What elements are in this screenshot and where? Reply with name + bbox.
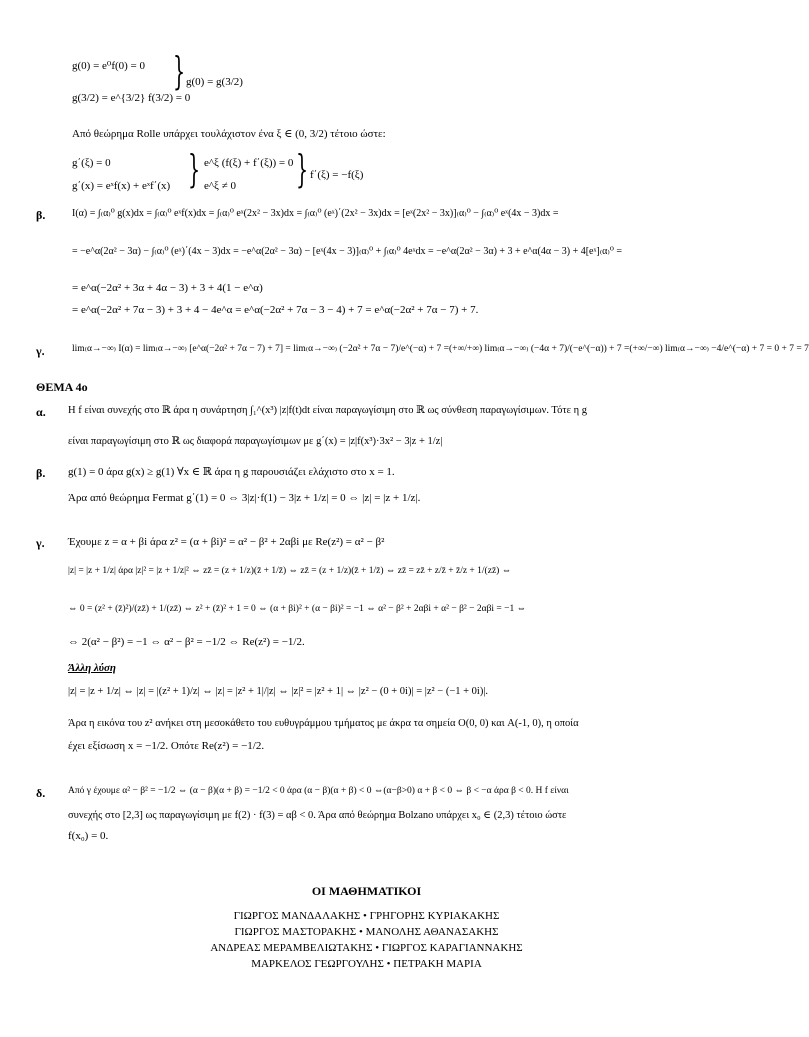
alt-solution-title: Άλλη λύση xyxy=(68,662,116,674)
brace-2: } xyxy=(188,147,201,191)
integral-line-1: I(α) = ∫₍α₎⁰ g(x)dx = ∫₍α₎⁰ eˣf(x)dx = ∫₍α₎⁰ eˣ(2x² − 3x)dx = ∫₍α₎⁰ (eˣ)΄(2x² − 3x)dx = [eˣ(2x² − 3x)]₍α₎⁰ − ∫₍α₎⁰ eˣ(4x − 3)dx = xyxy=(72,208,559,219)
integral-line-4: = e^α(−2α² + 7α − 3) + 3 + 4 − 4e^α = e^α(−2α² + 7α − 3 − 4) + 7 = e^α(−2α² + 7α − 7) + 7. xyxy=(72,304,479,316)
eq-exi-product: e^ξ (f(ξ) + f΄(ξ)) = 0 xyxy=(204,157,294,169)
eq-g-equal: g(0) = g(3/2) xyxy=(186,76,243,88)
label-4d: δ. xyxy=(36,786,46,800)
label-c: γ. xyxy=(36,344,45,358)
t4d-line-1: Από γ έχουμε α² − β² = −1/2 ⇔ (α − β)(α + β) = −1/2 < 0 άρα (α − β)(α + β) < 0 ⇔(α−β>0) α + β < 0 ⇔ β < −α άρα β < 0. Η f είναι xyxy=(68,786,569,796)
t4c-line-3: ⇔ 0 = (z² + (z̄)²)/(zz̄) + 1/(zz̄) ⇔ z² + (z̄)² + 1 = 0 ⇔ (α + βi)² + (α − βi)² = −1 ⇔ α² − β² + 2αβi + α² − β² − 2αβi = −1 ⇔ xyxy=(68,604,527,614)
t4c-line-1: Έχουμε z = α + βi άρα z² = (α + βi)² = α² − β² + 2αβi με Re(z²) = α² − β² xyxy=(68,536,385,548)
integral-line-3: = e^α(−2α² + 3α + 4α − 3) + 3 + 4(1 − e^α) xyxy=(72,282,263,294)
credits-line-1: ΓΙΩΡΓΟΣ ΜΑΝΔΑΛΑΚΗΣ • ΓΡΗΓΟΡΗΣ ΚΥΡΙΑΚΑΚΗΣ xyxy=(233,910,500,922)
t4a-line-1: Η f είναι συνεχής στο ℝ άρα η συνάρτηση ∫₁^(x³) |z|f(t)dt είναι παραγωγίσιμη στο ℝ ως σύνθεση παραγωγίσιμων. Τότε η g xyxy=(68,405,587,416)
eq-g0: g(0) = e⁰f(0) = 0 xyxy=(72,60,146,72)
label-4b: β. xyxy=(36,466,46,480)
credits-title: ΟΙ ΜΑΘΗΜΑΤΙΚΟΙ xyxy=(311,884,422,898)
label-b: β. xyxy=(36,208,46,222)
integral-line-2: = −e^α(2α² − 3α) − ∫₍α₎⁰ (eˣ)΄(4x − 3)dx = −e^α(2α² − 3α) − [eˣ(4x − 3)]₍α₎⁰ + ∫₍α₎⁰ 4eˣdx = −e^α(2α² − 3α) + 3 + e^α(4α − 3) + 4[eˣ]₍α₎⁰ = xyxy=(72,246,623,257)
t4b-line-1: g(1) = 0 άρα g(x) ≥ g(1) ∀x ∈ ℝ άρα η g παρουσιάζει ελάχιστο στο x = 1. xyxy=(68,466,395,478)
t4c-line-4: ⇔ 2(α² − β²) = −1 ⇔ α² − β² = −1/2 ⇔ Re(z²) = −1/2. xyxy=(68,636,305,648)
t4b-line-2: Άρα από θεώρημα Fermat g΄(1) = 0 ⇔ 3|z|·f(1) − 3|z + 1/z| = 0 ⇔ |z| = |z + 1/z|. xyxy=(68,492,421,504)
t4c-line-6: Άρα η εικόνα του z² ανήκει στη μεσοκάθετο του ευθυγράμμου τμήματος με άκρα τα σημεία O(0, 0) και A(-1, 0), η οποία xyxy=(68,718,579,729)
credits-line-4: ΜΑΡΚΕΛΟΣ ΓΕΩΡΓΟΥΛΗΣ • ΠΕΤΡΑΚΗ ΜΑΡΙΑ xyxy=(251,958,482,970)
label-4c: γ. xyxy=(36,536,45,550)
theme-4-heading: ΘΕΜΑ 4ο xyxy=(36,380,88,394)
t4d-line-3: f(x₀) = 0. xyxy=(68,830,109,842)
t4a-line-2: είναι παραγωγίσιμη στο ℝ ως διαφορά παραγωγίσιμων με g΄(x) = |z|f(x³)·3x² − 3|z + 1/z| xyxy=(68,436,443,447)
brace-3: } xyxy=(296,147,309,191)
credits-line-2: ΓΙΩΡΓΟΣ ΜΑΣΤΟΡΑΚΗΣ • ΜΑΝΟΛΗΣ ΑΘΑΝΑΣΑΚΗΣ xyxy=(234,926,499,938)
eq-gprime-xi: g΄(ξ) = 0 xyxy=(72,157,111,169)
label-4a: α. xyxy=(36,405,46,419)
eq-exi-nonzero: e^ξ ≠ 0 xyxy=(204,180,236,192)
eq-g32: g(3/2) = e^{3/2} f(3/2) = 0 xyxy=(72,92,191,104)
rolle-statement: Από θεώρημα Rolle υπάρχει τουλάχιστον ένα ξ ∈ (0, 3/2) τέτοιο ώστε: xyxy=(72,128,386,140)
limit-line: lim₍α→−∞₎ I(α) = lim₍α→−∞₎ [e^α(−2α² + 7α − 7) + 7] = lim₍α→−∞₎ (−2α² + 7α − 7)/e^(−α) + 7 =(+∞/+∞) lim₍α→−∞₎ (−4α + 7)/(−e^(−α)) + 7 =(+∞/−∞) lim₍α→−∞₎ −4/e^(−α) + 7 = 0 + 7 = 7 xyxy=(72,344,809,354)
eq-fprime-result: f΄(ξ) = −f(ξ) xyxy=(310,169,364,181)
t4d-line-2: συνεχής στο [2,3] ως παραγωγίσιμη με f(2) · f(3) = αβ < 0. Άρα από θεώρημα Bolzano υπάρχει x₀ ∈ (2,3) τέτοιο ώστε xyxy=(68,810,567,821)
eq-gprime-x: g΄(x) = eˣf(x) + eˣf΄(x) xyxy=(72,180,171,192)
brace-1: } xyxy=(173,49,186,93)
credits-line-3: ΑΝΔΡΕΑΣ ΜΕΡΑΜΒΕΛΙΩΤΑΚΗΣ • ΓΙΩΡΓΟΣ ΚΑΡΑΓΙΑΝΝΑΚΗΣ xyxy=(210,942,523,954)
t4c-line-7: έχει εξίσωση x = −1/2. Οπότε Re(z²) = −1/2. xyxy=(68,740,265,752)
t4c-line-5: |z| = |z + 1/z| ⇔ |z| = |(z² + 1)/z| ⇔ |z| = |z² + 1|/|z| ⇔ |z|² = |z² + 1| ⇔ |z² − (0 + 0i)| = |z² − (−1 + 0i)|. xyxy=(68,686,489,697)
t4c-line-2: |z| = |z + 1/z| άρα |z|² = |z + 1/z|² ⇔ zz̄ = (z + 1/z)(z̄ + 1/z̄) ⇔ zz̄ = (z + 1/z)(z̄ + 1/z̄) ⇔ zz̄ = zz̄ + z/z̄ + z̄/z + 1/(zz̄) ⇔ xyxy=(68,566,512,576)
